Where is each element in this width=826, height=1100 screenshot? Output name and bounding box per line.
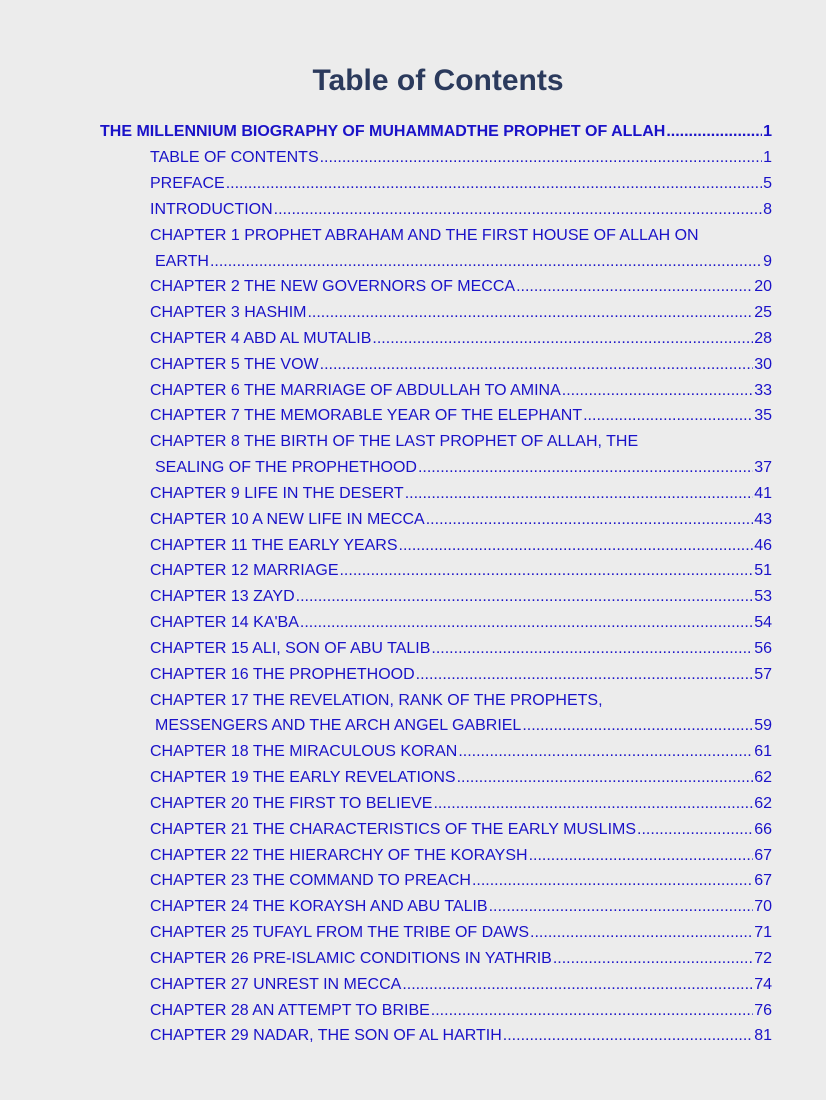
toc-entry-text: CHAPTER 15 ALI, SON OF ABU TALIB	[150, 640, 431, 657]
leader-dots	[339, 561, 753, 581]
toc-entry[interactable]	[150, 355, 772, 375]
leader-dots	[210, 252, 762, 272]
toc-entry-text: PREFACE	[150, 175, 225, 192]
leader-dots	[307, 303, 753, 323]
toc-entry[interactable]	[150, 329, 772, 349]
toc-page-number: 62	[754, 769, 772, 786]
toc-entry-text: CHAPTER 5 THE VOW	[150, 356, 319, 373]
toc-page-number: 71	[754, 924, 772, 941]
leader-dots	[274, 200, 762, 220]
toc-entry[interactable]	[150, 303, 772, 323]
leader-dots	[489, 897, 754, 917]
toc-entry[interactable]	[150, 820, 772, 840]
toc-entry-text: CHAPTER 28 AN ATTEMPT TO BRIBE	[150, 1002, 430, 1019]
toc-entry[interactable]	[150, 561, 772, 581]
leader-dots	[372, 329, 753, 349]
leader-dots	[431, 639, 753, 659]
toc-entry-text: CHAPTER 24 THE KORAYSH AND ABU TALIB	[150, 898, 488, 915]
toc-page-number: 72	[754, 950, 772, 967]
toc-page-number: 51	[754, 562, 772, 579]
toc-entry[interactable]	[150, 665, 772, 685]
toc-page-number: 37	[754, 459, 772, 476]
toc-page-number: 9	[763, 253, 772, 270]
toc-entry[interactable]	[150, 742, 772, 762]
toc-page-number: 53	[754, 588, 772, 605]
toc-entry-text: CHAPTER 21 THE CHARACTERISTICS OF THE EARLY MUSLIMS	[150, 821, 637, 838]
toc-entry[interactable]	[150, 1026, 772, 1046]
toc-entry[interactable]	[150, 587, 772, 607]
toc-entry-text: CHAPTER 27 UNREST IN MECCA	[150, 976, 402, 993]
toc-page-number: 20	[754, 278, 772, 295]
toc-entry[interactable]	[150, 949, 772, 969]
leader-dots	[562, 381, 753, 401]
toc-entry-text: SEALING OF THE PROPHETHOOD	[155, 459, 417, 476]
page-title: Table of Contents	[312, 64, 564, 97]
toc-entry-text: CHAPTER 7 THE MEMORABLE YEAR OF THE ELEPHANT	[150, 407, 583, 424]
toc-page-number: 41	[754, 485, 772, 502]
leader-dots	[503, 1026, 753, 1046]
leader-dots	[666, 122, 762, 142]
toc-entry[interactable]	[150, 484, 772, 504]
toc-page-number: 62	[754, 795, 772, 812]
toc-entry[interactable]	[150, 639, 772, 659]
toc-entry[interactable]	[150, 1001, 772, 1021]
toc-page-number: 1	[763, 149, 772, 166]
toc-entry[interactable]	[150, 536, 772, 556]
toc-entry-text: CHAPTER 22 THE HIERARCHY OF THE KORAYSH	[150, 847, 528, 864]
toc-entry[interactable]	[150, 277, 772, 297]
toc-entry-first-line[interactable]: CHAPTER 1 PROPHET ABRAHAM AND THE FIRST HOUSE OF ALLAH ON	[150, 227, 699, 244]
toc-page-number: 43	[754, 511, 772, 528]
leader-dots	[416, 665, 754, 685]
toc-entry[interactable]	[150, 510, 772, 530]
leader-dots	[296, 587, 754, 607]
toc-page-number: 59	[754, 717, 772, 734]
toc-entry-text: CHAPTER 13 ZAYD	[150, 588, 295, 605]
toc-entry[interactable]	[150, 148, 772, 168]
leader-dots	[472, 871, 753, 891]
toc-entry-text: EARTH	[155, 253, 209, 270]
leader-dots	[418, 458, 753, 478]
toc-entry-text: CHAPTER 18 THE MIRACULOUS KORAN	[150, 743, 458, 760]
toc-entry-text: CHAPTER 3 HASHIM	[150, 304, 307, 321]
toc-entry[interactable]	[150, 406, 772, 426]
leader-dots	[553, 949, 753, 969]
leader-dots	[320, 148, 762, 168]
leader-dots	[426, 510, 753, 530]
leader-dots	[529, 846, 754, 866]
toc-page-number: 57	[754, 666, 772, 683]
toc-entry[interactable]	[150, 975, 772, 995]
toc-page-number: 81	[754, 1027, 772, 1044]
toc-entry-main[interactable]	[100, 122, 772, 142]
toc-entry-text: INTRODUCTION	[150, 201, 273, 218]
leader-dots	[300, 613, 753, 633]
toc-entry[interactable]	[150, 174, 772, 194]
toc-page-number: 67	[754, 847, 772, 864]
toc-page-number: 35	[754, 407, 772, 424]
toc-page-number: 33	[754, 382, 772, 399]
toc-entry-text: CHAPTER 29 NADAR, THE SON OF AL HARTIH	[150, 1027, 502, 1044]
toc-entry-text: MESSENGERS AND THE ARCH ANGEL GABRIEL	[155, 717, 522, 734]
toc-page-number: 70	[754, 898, 772, 915]
toc-page-number: 5	[763, 175, 772, 192]
toc-entry[interactable]	[150, 846, 772, 866]
toc-entry-text: CHAPTER 16 THE PROPHETHOOD	[150, 666, 415, 683]
toc-entry-text: CHAPTER 4 ABD AL MUTALIB	[150, 330, 372, 347]
toc-entry-text: THE MILLENNIUM BIOGRAPHY OF MUHAMMADTHE PROPHET OF ALLAH	[100, 123, 666, 140]
toc-page-number: 28	[754, 330, 772, 347]
toc-page-number: 30	[754, 356, 772, 373]
toc-page-number: 74	[754, 976, 772, 993]
toc-entry[interactable]	[150, 897, 772, 917]
leader-dots	[583, 406, 753, 426]
toc-page-number: 76	[754, 1002, 772, 1019]
toc-entry-text: CHAPTER 9 LIFE IN THE DESERT	[150, 485, 404, 502]
toc-entry[interactable]	[150, 871, 772, 891]
leader-dots	[402, 975, 753, 995]
toc-entry-text: CHAPTER 10 A NEW LIFE IN MECCA	[150, 511, 425, 528]
toc-entry-text: CHAPTER 2 THE NEW GOVERNORS OF MECCA	[150, 278, 516, 295]
toc-entry-text: CHAPTER 11 THE EARLY YEARS	[150, 537, 398, 554]
leader-dots	[458, 742, 753, 762]
toc-page-number: 66	[754, 821, 772, 838]
toc-entry[interactable]	[150, 923, 772, 943]
toc-entry[interactable]	[155, 716, 772, 736]
leader-dots	[431, 1001, 753, 1021]
leader-dots	[320, 355, 754, 375]
toc-page-number: 56	[754, 640, 772, 657]
toc-page-number: 61	[754, 743, 772, 760]
toc-entry[interactable]	[150, 200, 772, 220]
toc-entry-text: CHAPTER 14 KA'BA	[150, 614, 299, 631]
toc-page-number: 67	[754, 872, 772, 889]
leader-dots	[516, 277, 753, 297]
leader-dots	[637, 820, 753, 840]
toc-page-number: 8	[763, 201, 772, 218]
toc-entry[interactable]	[150, 794, 772, 814]
toc-entry[interactable]	[150, 613, 772, 633]
leader-dots	[226, 174, 762, 194]
toc-page-number: 54	[754, 614, 772, 631]
toc-entry[interactable]	[150, 381, 772, 401]
leader-dots	[399, 536, 754, 556]
toc-entry-text: CHAPTER 20 THE FIRST TO BELIEVE	[150, 795, 433, 812]
toc-entry[interactable]	[150, 768, 772, 788]
toc-entry-text: CHAPTER 26 PRE-ISLAMIC CONDITIONS IN YATHRIB	[150, 950, 552, 967]
toc-entry[interactable]	[155, 458, 772, 478]
toc-entry-text: CHAPTER 19 THE EARLY REVELATIONS	[150, 769, 456, 786]
toc-entry[interactable]	[155, 252, 772, 272]
toc-page-number: 1	[763, 123, 772, 140]
toc-entry-first-line[interactable]: CHAPTER 8 THE BIRTH OF THE LAST PROPHET OF ALLAH, THE	[150, 433, 639, 450]
toc-entry-first-line[interactable]: CHAPTER 17 THE REVELATION, RANK OF THE PROPHETS,	[150, 692, 603, 709]
leader-dots	[530, 923, 753, 943]
toc-entry-text: CHAPTER 6 THE MARRIAGE OF ABDULLAH TO AMINA	[150, 382, 561, 399]
leader-dots	[457, 768, 754, 788]
leader-dots	[433, 794, 753, 814]
toc-entry-text: CHAPTER 23 THE COMMAND TO PREACH	[150, 872, 471, 889]
toc-page-number: 46	[754, 537, 772, 554]
toc-page-number: 25	[754, 304, 772, 321]
toc-entry-text: TABLE OF CONTENTS	[150, 149, 319, 166]
toc-entry-text: CHAPTER 12 MARRIAGE	[150, 562, 339, 579]
leader-dots	[405, 484, 754, 504]
leader-dots	[522, 716, 753, 736]
toc-entry-text: CHAPTER 25 TUFAYL FROM THE TRIBE OF DAWS	[150, 924, 530, 941]
